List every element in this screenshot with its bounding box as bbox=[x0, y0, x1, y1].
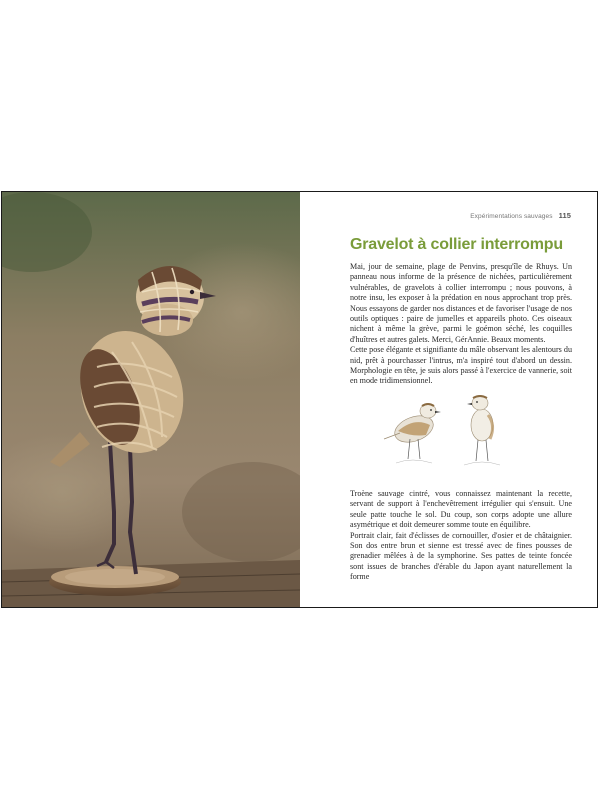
plover-sketches bbox=[376, 387, 516, 482]
paragraph: Mai, jour de semaine, plage de Penvins, presqu'île de Rhuys. Un panneau nous informe de la présence de nichées, particulièrement vulnérables, de gravelots à collier interrompu ; nous pouvons, à notre insu, les exposer à la prédation en nous approchant trop près. Nous essayons de garder nos distances et de favoriser l'usage de nos outils optiques : paire de jumelles et appareils photo. Ces oiseaux nichent à même la grève, parmi le goémon séché, les coquilles d'huîtres et autres galets. Merci, GérAnnie. Beaux moments. bbox=[350, 262, 572, 344]
book-spread bbox=[1, 191, 598, 608]
plover-sketch-left bbox=[384, 404, 441, 463]
paragraph: Cette pose élégante et signifiante du mâle observant les alentours du nid, prêt à pourchasser l'intrus, m'a inspiré tout d'abord un dessin. Morphologie en tête, je suis alors passé à l'exercice de vannerie, soit en mode tridimensionnel. bbox=[350, 345, 572, 386]
plover-drawing bbox=[376, 387, 516, 482]
paragraph: Portrait clair, fait d'éclisses de cornouiller, d'osier et de châtaignier. Son dos entre brun et sienne est tressé avec de fines pousses de grenadier mêlées à de la symphorine. Ses pattes de teinte foncée sont issues de branches d'érable du Japon ayant naturellement la forme bbox=[350, 530, 572, 582]
text-page bbox=[301, 192, 597, 607]
running-title: Expérimentations sauvages bbox=[470, 213, 553, 220]
woven-bird-photo bbox=[2, 192, 300, 607]
running-header bbox=[470, 211, 571, 220]
body-text-top bbox=[350, 262, 572, 387]
plover-sketch-right bbox=[464, 396, 500, 465]
bird-sculpture-image bbox=[2, 192, 300, 607]
paragraph: Troène sauvage cintré, vous connaissez maintenant la recette, servant de support à l'enchevêtrement irrégulier qui s'ensuit. Une seule patte touche le sol. Du coup, son corps adopte une allure asymétrique et doit demeurer somme toute en équilibre. bbox=[350, 489, 572, 530]
article-title: Gravelot à collier interrompu bbox=[350, 236, 563, 253]
body-text-bottom bbox=[350, 489, 572, 583]
page-number: 115 bbox=[558, 211, 571, 220]
